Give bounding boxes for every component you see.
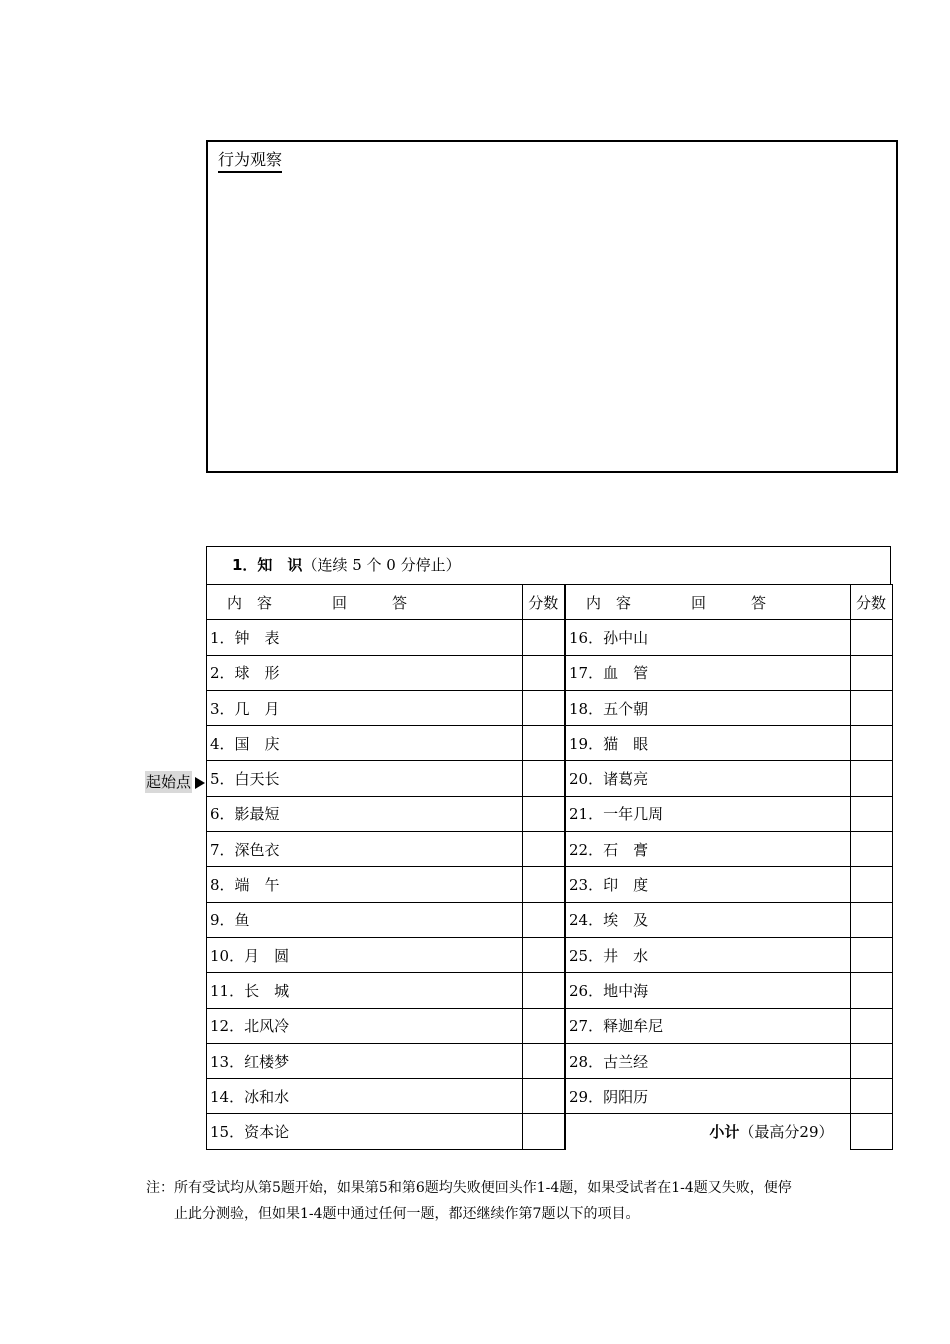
item-answer-cell[interactable] bbox=[207, 902, 523, 937]
item-row bbox=[207, 832, 565, 867]
item-label: 9．鱼 bbox=[210, 911, 250, 930]
subtotal-score-cell[interactable] bbox=[850, 1114, 892, 1149]
item-score-cell[interactable] bbox=[850, 726, 892, 761]
item-row bbox=[565, 1043, 892, 1078]
item-row bbox=[565, 902, 892, 937]
subtotal-label-rest: （最高分29） bbox=[739, 1123, 834, 1142]
item-label: 11．长 城 bbox=[210, 981, 290, 1000]
item-row bbox=[565, 655, 892, 690]
item-row bbox=[565, 690, 892, 725]
item-answer-cell[interactable] bbox=[565, 902, 850, 937]
item-answer-cell[interactable] bbox=[565, 761, 850, 796]
knowledge-table-right bbox=[564, 584, 893, 1150]
item-row bbox=[207, 726, 565, 761]
item-score-cell[interactable] bbox=[850, 937, 892, 972]
item-answer-cell[interactable] bbox=[207, 937, 523, 972]
item-score-cell[interactable] bbox=[523, 1043, 565, 1078]
item-score-cell[interactable] bbox=[850, 690, 892, 725]
item-answer-cell[interactable] bbox=[207, 655, 523, 690]
item-answer-cell[interactable] bbox=[565, 796, 850, 831]
item-label: 13．红楼梦 bbox=[210, 1052, 290, 1071]
item-label: 8．端 午 bbox=[210, 876, 280, 895]
item-score-cell[interactable] bbox=[850, 1079, 892, 1114]
item-answer-cell[interactable] bbox=[565, 1079, 850, 1114]
header-content-answer bbox=[207, 585, 523, 620]
item-row bbox=[565, 832, 892, 867]
item-label: 12．北风冷 bbox=[210, 1017, 290, 1036]
note-line-2: 止此分测验，但如果1-4题中通过任何一题，都还继续作第7题以下的项目。 bbox=[174, 1206, 640, 1222]
item-row bbox=[565, 726, 892, 761]
start-point-arrow-icon bbox=[195, 777, 205, 789]
item-score-cell[interactable] bbox=[523, 973, 565, 1008]
item-label: 29．阴阳历 bbox=[569, 1087, 649, 1106]
note-line-1: 注：所有受试均从第5题开始，如果第5和第6题均失败便回头作1-4题，如果受试者在1-4题又失败，便停 bbox=[146, 1180, 792, 1196]
item-row bbox=[565, 796, 892, 831]
header-row bbox=[565, 585, 892, 620]
item-label: 21．一年几周 bbox=[569, 805, 664, 824]
item-score-cell[interactable] bbox=[850, 796, 892, 831]
item-row bbox=[207, 867, 565, 902]
item-score-cell[interactable] bbox=[850, 832, 892, 867]
item-label: 1．钟 表 bbox=[210, 628, 280, 647]
item-label: 10．月 圆 bbox=[210, 946, 290, 965]
item-answer-cell[interactable] bbox=[207, 1114, 523, 1149]
item-answer-cell[interactable] bbox=[207, 832, 523, 867]
item-label: 5．白天长 bbox=[210, 770, 280, 789]
item-answer-cell[interactable] bbox=[207, 973, 523, 1008]
item-label: 14．冰和水 bbox=[210, 1087, 290, 1106]
item-answer-cell[interactable] bbox=[565, 655, 850, 690]
item-answer-cell[interactable] bbox=[207, 796, 523, 831]
behavior-observation-title: 行为观察 bbox=[218, 150, 282, 173]
item-score-cell[interactable] bbox=[850, 867, 892, 902]
item-answer-cell[interactable] bbox=[207, 1008, 523, 1043]
item-answer-cell[interactable] bbox=[565, 832, 850, 867]
item-answer-cell[interactable] bbox=[565, 1043, 850, 1078]
item-row bbox=[207, 690, 565, 725]
item-answer-cell[interactable] bbox=[565, 973, 850, 1008]
behavior-observation-box bbox=[206, 140, 898, 473]
item-row bbox=[207, 1008, 565, 1043]
item-label: 19．猫 眼 bbox=[569, 734, 649, 753]
item-label: 27．释迦牟尼 bbox=[569, 1017, 664, 1036]
item-score-cell[interactable] bbox=[523, 655, 565, 690]
knowledge-table-left bbox=[206, 584, 566, 1150]
item-label: 18．五个朝 bbox=[569, 699, 649, 718]
header-row bbox=[207, 585, 565, 620]
item-score-cell[interactable] bbox=[523, 761, 565, 796]
item-score-cell[interactable] bbox=[523, 937, 565, 972]
item-label: 15．资本论 bbox=[210, 1123, 290, 1142]
item-row bbox=[565, 973, 892, 1008]
header-content: 内 容 bbox=[586, 593, 632, 612]
item-answer-cell[interactable] bbox=[565, 1008, 850, 1043]
item-label: 26．地中海 bbox=[569, 981, 649, 1000]
subtest-title-name: 1．知 识 bbox=[232, 556, 303, 574]
item-score-cell[interactable] bbox=[850, 761, 892, 796]
item-answer-cell[interactable] bbox=[565, 726, 850, 761]
item-score-cell[interactable] bbox=[523, 832, 565, 867]
item-label: 16．孙中山 bbox=[569, 628, 649, 647]
item-row bbox=[207, 1043, 565, 1078]
instruction-note bbox=[146, 1175, 826, 1227]
item-score-cell[interactable] bbox=[850, 1043, 892, 1078]
item-label: 24．埃 及 bbox=[569, 911, 649, 930]
item-score-cell[interactable] bbox=[523, 867, 565, 902]
item-score-cell[interactable] bbox=[850, 1008, 892, 1043]
item-score-cell[interactable] bbox=[850, 902, 892, 937]
item-row bbox=[565, 867, 892, 902]
header-answer: 回 答 bbox=[691, 593, 767, 612]
item-row bbox=[207, 796, 565, 831]
item-row bbox=[207, 973, 565, 1008]
header-answer: 回 答 bbox=[332, 593, 408, 612]
item-row bbox=[565, 937, 892, 972]
item-label: 22．石 膏 bbox=[569, 840, 649, 859]
item-row bbox=[565, 1008, 892, 1043]
item-label: 28．古兰经 bbox=[569, 1052, 649, 1071]
header-score: 分数 bbox=[850, 585, 892, 620]
item-score-cell[interactable] bbox=[523, 1114, 565, 1149]
item-label: 4．国 庆 bbox=[210, 734, 280, 753]
item-row bbox=[207, 937, 565, 972]
item-answer-cell[interactable] bbox=[565, 867, 850, 902]
item-row bbox=[207, 620, 565, 655]
item-label: 3．几 月 bbox=[210, 699, 280, 718]
item-label: 7．深色衣 bbox=[210, 840, 280, 859]
item-label: 17．血 管 bbox=[569, 664, 649, 683]
item-row bbox=[565, 620, 892, 655]
item-label: 20．诸葛亮 bbox=[569, 770, 649, 789]
item-score-cell[interactable] bbox=[523, 1008, 565, 1043]
subtest-title bbox=[206, 546, 891, 584]
item-row bbox=[207, 902, 565, 937]
header-content: 内 容 bbox=[227, 593, 273, 612]
item-score-cell[interactable] bbox=[523, 726, 565, 761]
item-answer-cell[interactable] bbox=[207, 726, 523, 761]
item-score-cell[interactable] bbox=[850, 620, 892, 655]
item-score-cell[interactable] bbox=[850, 973, 892, 1008]
item-row bbox=[565, 1079, 892, 1114]
item-answer-cell[interactable] bbox=[565, 937, 850, 972]
item-label: 6．影最短 bbox=[210, 805, 280, 824]
subtotal-label-bold: 小计 bbox=[709, 1123, 740, 1142]
subtest-title-rule: （连续 5 个 0 分停止） bbox=[302, 556, 461, 574]
item-answer-cell[interactable] bbox=[207, 690, 523, 725]
item-answer-cell[interactable] bbox=[207, 867, 523, 902]
item-answer-cell[interactable] bbox=[207, 620, 523, 655]
item-label: 2．球 形 bbox=[210, 664, 280, 683]
item-score-cell[interactable] bbox=[850, 655, 892, 690]
item-score-cell[interactable] bbox=[523, 620, 565, 655]
item-score-cell[interactable] bbox=[523, 1079, 565, 1114]
item-label: 25．井 水 bbox=[569, 946, 649, 965]
header-content-answer bbox=[565, 585, 850, 620]
subtotal-label bbox=[565, 1114, 850, 1149]
item-answer-cell[interactable] bbox=[207, 1043, 523, 1078]
item-row bbox=[207, 761, 565, 796]
start-point-label: 起始点 bbox=[146, 773, 192, 791]
header-score: 分数 bbox=[523, 585, 565, 620]
item-label: 23．印 度 bbox=[569, 876, 649, 895]
item-answer-cell[interactable] bbox=[207, 1079, 523, 1114]
subtotal-row bbox=[565, 1114, 892, 1149]
item-score-cell[interactable] bbox=[523, 690, 565, 725]
item-answer-cell[interactable] bbox=[565, 620, 850, 655]
item-row bbox=[207, 1079, 565, 1114]
item-answer-cell[interactable] bbox=[565, 690, 850, 725]
item-row bbox=[207, 655, 565, 690]
item-row bbox=[207, 1114, 565, 1149]
item-score-cell[interactable] bbox=[523, 902, 565, 937]
item-score-cell[interactable] bbox=[523, 796, 565, 831]
item-row bbox=[565, 761, 892, 796]
item-answer-cell[interactable] bbox=[207, 761, 523, 796]
